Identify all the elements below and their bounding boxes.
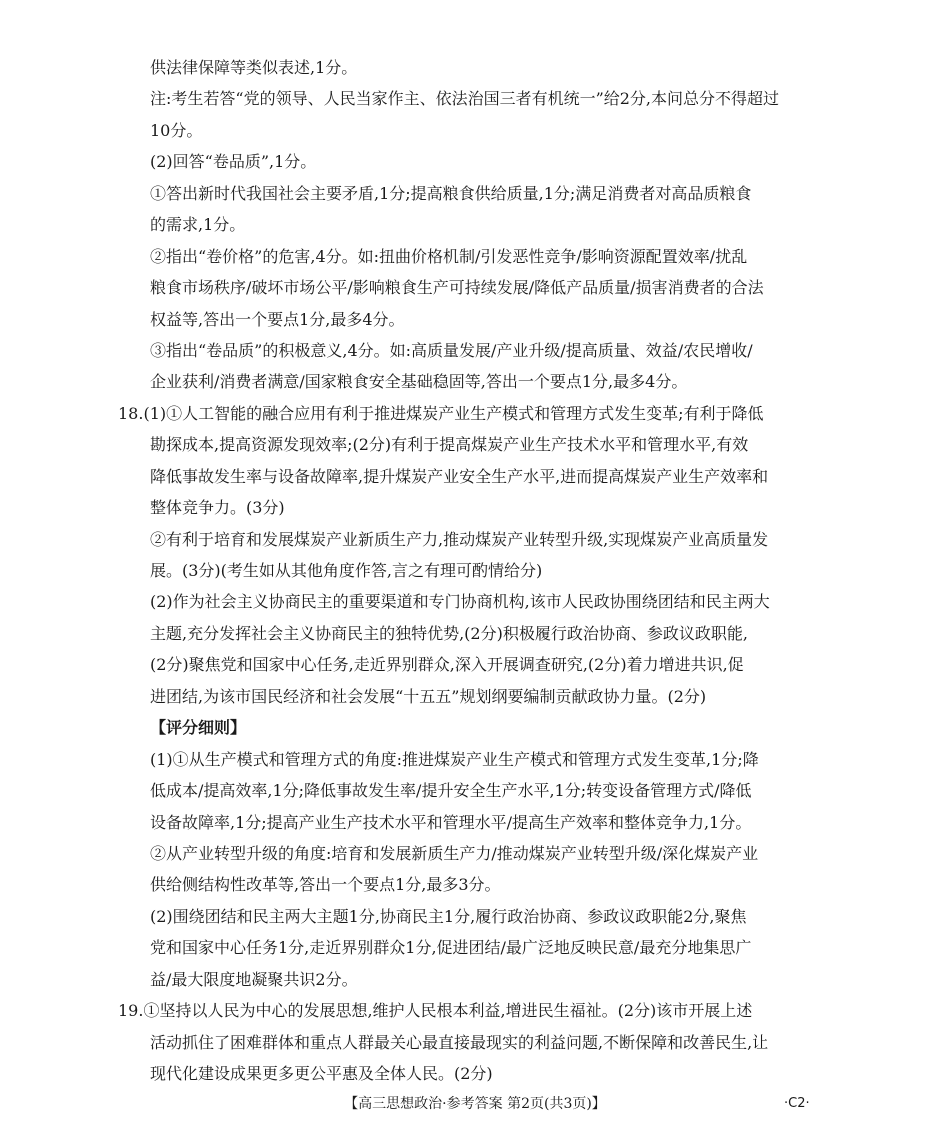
text-line: 权益等,答出一个要点1分,最多4分。	[150, 310, 405, 329]
text-line: 企业获利/消费者满意/国家粮食安全基础稳固等,答出一个要点1分,最多4分。	[150, 372, 688, 391]
text-line: 供法律保障等类似表述,1分。	[150, 58, 358, 77]
text-line: 益/最大限度地凝聚共识2分。	[150, 970, 358, 989]
text-line: 进团结,为该市国民经济和社会发展“十五五”规划纲要编制贡献政协力量。(2分)	[150, 687, 707, 706]
text-line: 现代化建设成果更多更公平惠及全体人民。(2分)	[150, 1064, 493, 1083]
text-line: 党和国家中心任务1分,走近界别群众1分,促进团结/最广泛地反映民意/最充分地集思广	[150, 938, 752, 957]
text-line: (1)①从生产模式和管理方式的角度:推进煤炭产业生产模式和管理方式发生变革,1分;降	[150, 750, 759, 769]
text-line: 低成本/提高效率,1分;降低事故发生率/提升安全生产水平,1分;转变设备管理方式/降低	[150, 781, 752, 800]
text-line: ①答出新时代我国社会主要矛盾,1分;提高粮食供给质量,1分;满足消费者对高品质粮食	[150, 184, 752, 203]
text-line: 活动抓住了困难群体和重点人群最关心最直接最现实的利益问题,不断保障和改善民生,让	[150, 1033, 769, 1052]
text-line: 展。(3分)(考生如从其他角度作答,言之有理可酌情给分)	[150, 561, 543, 580]
scoring-rules-heading: 【评分细则】	[150, 718, 247, 737]
text-line: ②从产业转型升级的角度:培育和发展新质生产力/推动煤炭产业转型升级/深化煤炭产业	[150, 844, 759, 863]
text-line: (2分)聚焦党和国家中心任务,走近界别群众,深入开展调查研究,(2分)着力增进共识,促	[150, 655, 744, 674]
text-line: ②指出“卷价格”的危害,4分。如:扭曲价格机制/引发恶性竞争/影响资源配置效率/扰乱	[150, 247, 748, 266]
text-line: 主题,充分发挥社会主义协商民主的独特优势,(2分)积极履行政治协商、参政议政职能,	[150, 624, 748, 643]
text-line: 粮食市场秩序/破坏市场公平/影响粮食生产可持续发展/降低产品质量/损害消费者的合法	[150, 278, 764, 297]
footer-title: 【高三思想政治·参考答案 第2页(共3页)】	[344, 1096, 606, 1112]
text-line: (2)围绕团结和民主两大主题1分,协商民主1分,履行政治协商、参政议政职能2分,聚焦	[150, 907, 747, 926]
question-18-start: 18.(1)①人工智能的融合应用有利于推进煤炭产业生产模式和管理方式发生变革;有利于降低	[118, 404, 764, 423]
text-line: 勘探成本,提高资源发现效率;(2分)有利于提高煤炭产业生产技术水平和管理水平,有效	[150, 435, 749, 454]
question-19-start: 19.①坚持以人民为中心的发展思想,维护人民根本利益,增进民生福祉。(2分)该市开展上述	[118, 1001, 753, 1020]
footer-code: ·C2·	[784, 1096, 810, 1111]
text-line: 整体竞争力。(3分)	[150, 498, 285, 517]
text-line: 设备故障率,1分;提高产业生产技术水平和管理水平/提高生产效率和整体竞争力,1分。	[150, 813, 752, 832]
text-line: 10分。	[150, 121, 203, 140]
text-line: 注:考生若答“党的领导、人民当家作主、依法治国三者有机统一”给2分,本问总分不得超过	[150, 89, 780, 108]
text-line: (2)作为社会主义协商民主的重要渠道和专门协商机构,该市人民政协围绕团结和民主两大	[150, 592, 770, 611]
text-line: 供给侧结构性改革等,答出一个要点1分,最多3分。	[150, 875, 501, 894]
text-line: 降低事故发生率与设备故障率,提升煤炭产业安全生产水平,进而提高煤炭产业生产效率和	[150, 467, 769, 486]
text-line: 的需求,1分。	[150, 215, 246, 234]
text-line: ②有利于培育和发展煤炭产业新质生产力,推动煤炭产业转型升级,实现煤炭产业高质量发	[150, 530, 769, 549]
page-footer	[0, 1092, 950, 1116]
text-line: (2)回答“卷品质”,1分。	[150, 152, 317, 171]
text-line: ③指出“卷品质”的积极意义,4分。如:高质量发展/产业升级/提高质量、效益/农民增收/	[150, 341, 753, 360]
